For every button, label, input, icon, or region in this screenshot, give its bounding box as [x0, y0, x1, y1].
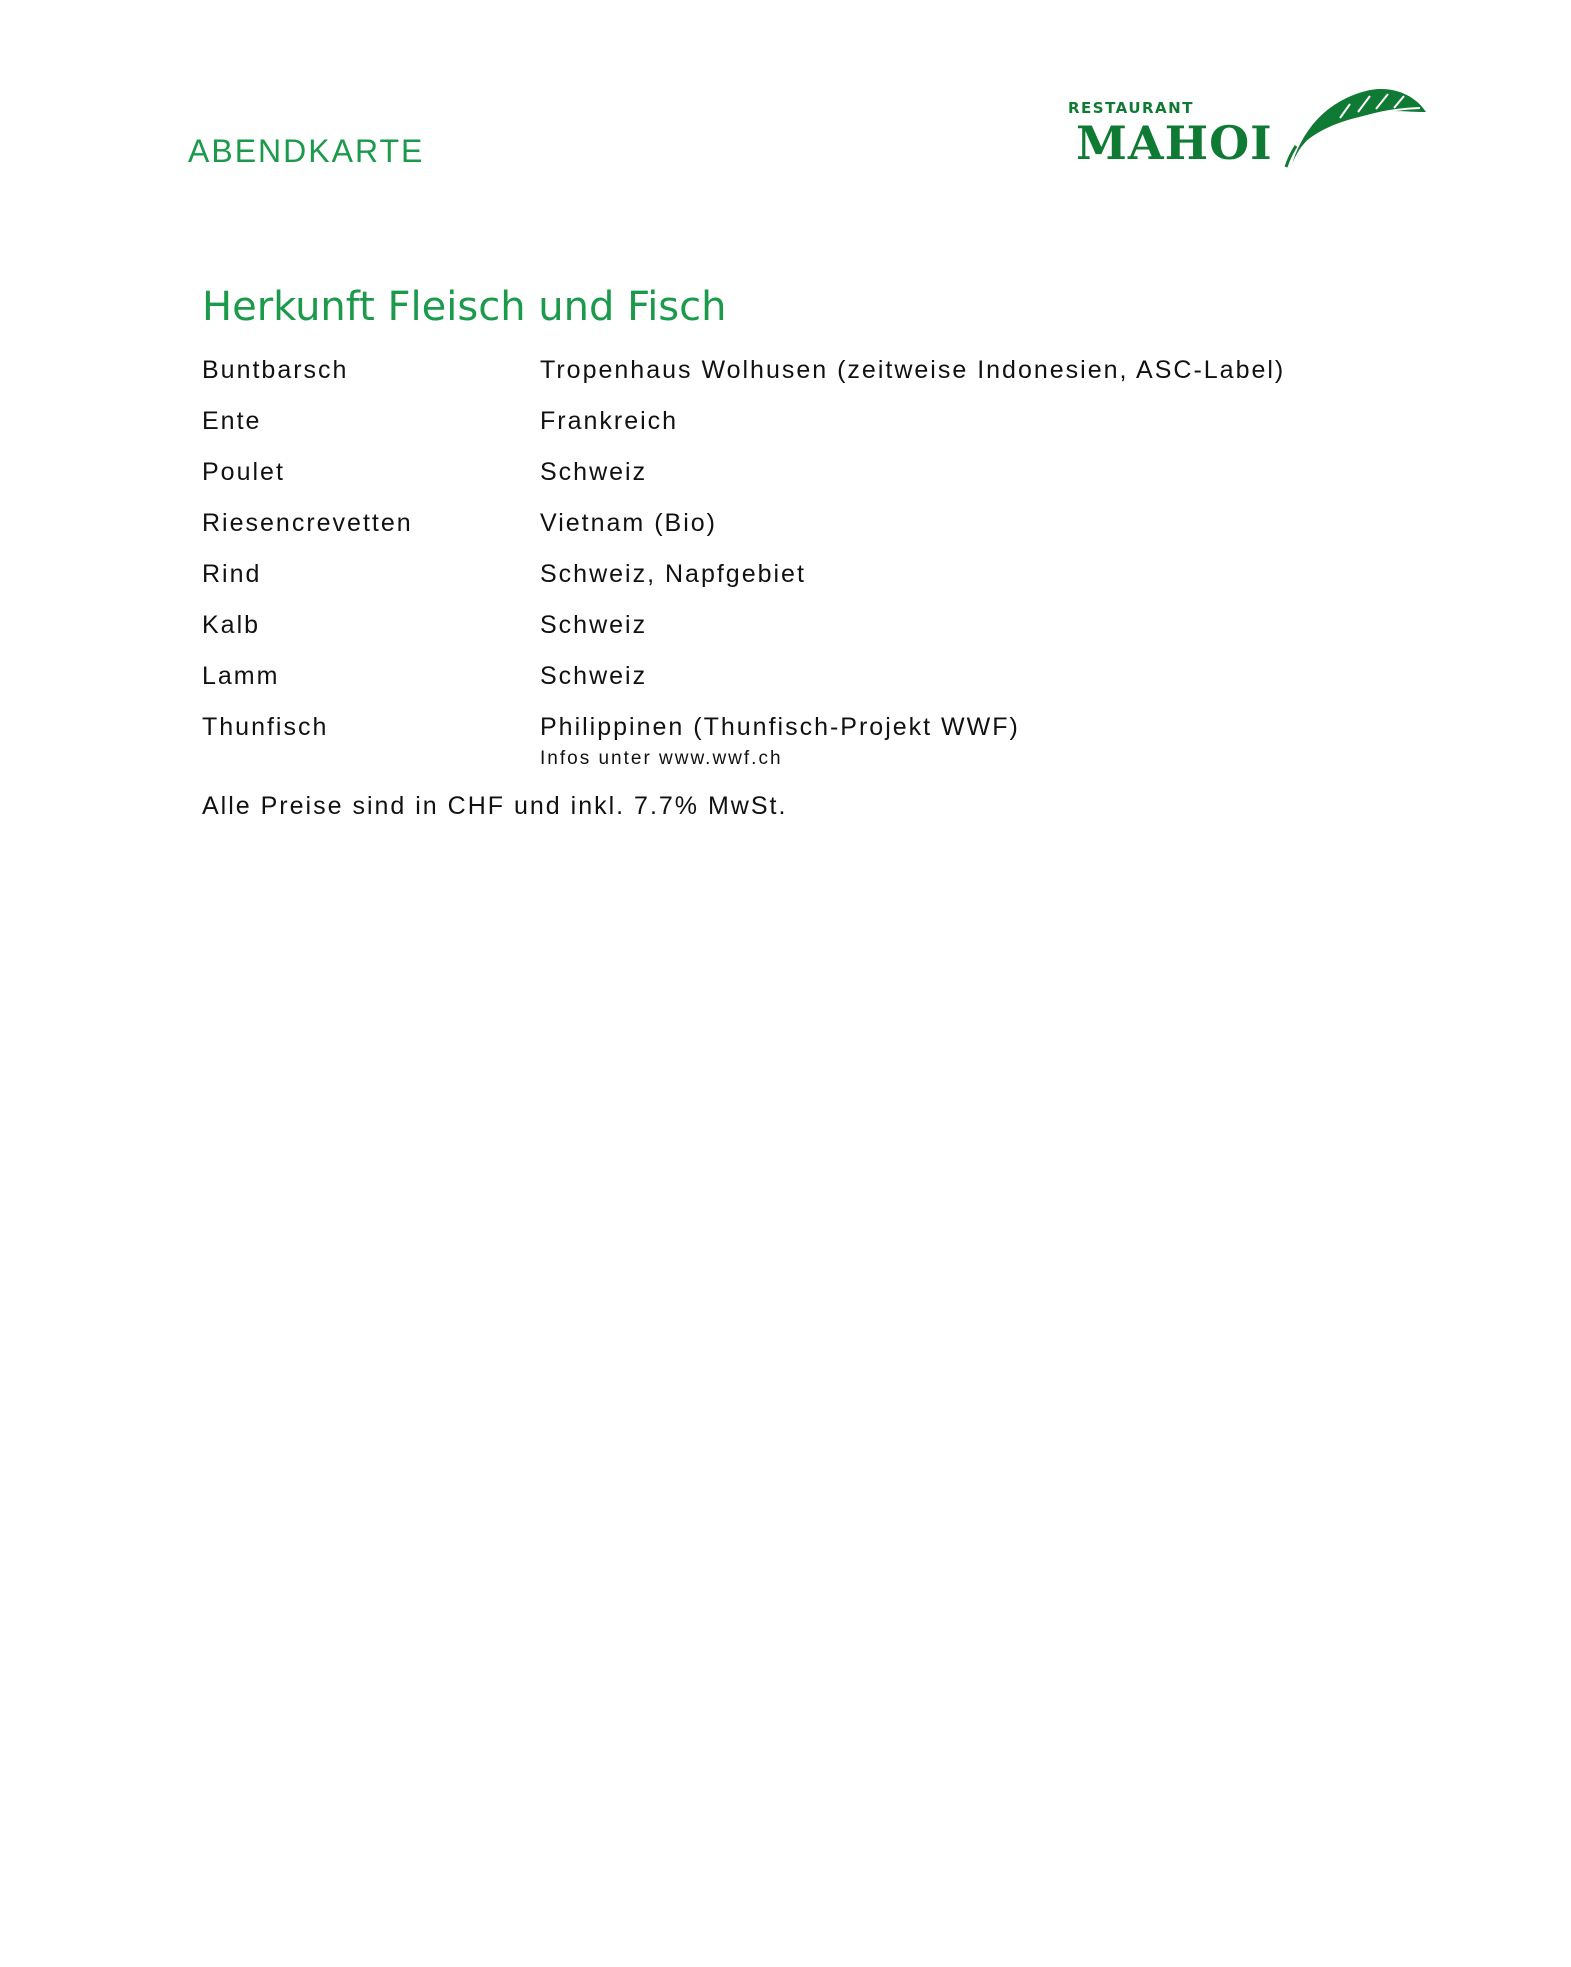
- item-name: Lamm: [202, 662, 280, 690]
- item-origin: Schweiz: [540, 662, 648, 690]
- leaf-icon: [1280, 82, 1430, 168]
- item-name: Riesencrevetten: [202, 509, 413, 537]
- list-item: [202, 509, 1402, 560]
- list-item: [202, 611, 1402, 662]
- item-name: Buntbarsch: [202, 356, 349, 384]
- list-item: [202, 560, 1402, 611]
- item-origin: Tropenhaus Wolhusen (zeitweise Indonesien, ASC-Label): [540, 356, 1286, 384]
- item-note: Infos unter www.wwf.ch: [540, 748, 783, 769]
- item-origin: Schweiz: [540, 611, 648, 639]
- list-item: [202, 458, 1402, 509]
- item-name: Thunfisch: [202, 713, 329, 741]
- item-name: Rind: [202, 560, 262, 588]
- item-origin: Schweiz: [540, 458, 648, 486]
- price-note: Alle Preise sind in CHF und inkl. 7.7% MwSt.: [202, 792, 788, 820]
- item-name: Ente: [202, 407, 262, 435]
- list-item: [202, 713, 1402, 790]
- list-item: [202, 407, 1402, 458]
- logo-name-text: MAHOI: [1076, 116, 1273, 170]
- menu-heading: ABENDKARTE: [188, 133, 425, 169]
- item-origin: Philippinen (Thunfisch-Projekt WWF): [540, 713, 1020, 741]
- logo-restaurant-text: RESTAURANT: [1068, 99, 1194, 117]
- item-name: Kalb: [202, 611, 261, 639]
- origin-list: [202, 356, 1402, 790]
- item-name: Poulet: [202, 458, 285, 486]
- section-title: Herkunft Fleisch und Fisch: [202, 284, 727, 330]
- item-origin: Vietnam (Bio): [540, 509, 717, 537]
- list-item: [202, 356, 1402, 407]
- restaurant-logo: [1068, 82, 1438, 172]
- item-origin: Schweiz, Napfgebiet: [540, 560, 806, 588]
- item-origin: Frankreich: [540, 407, 679, 435]
- list-item: [202, 662, 1402, 713]
